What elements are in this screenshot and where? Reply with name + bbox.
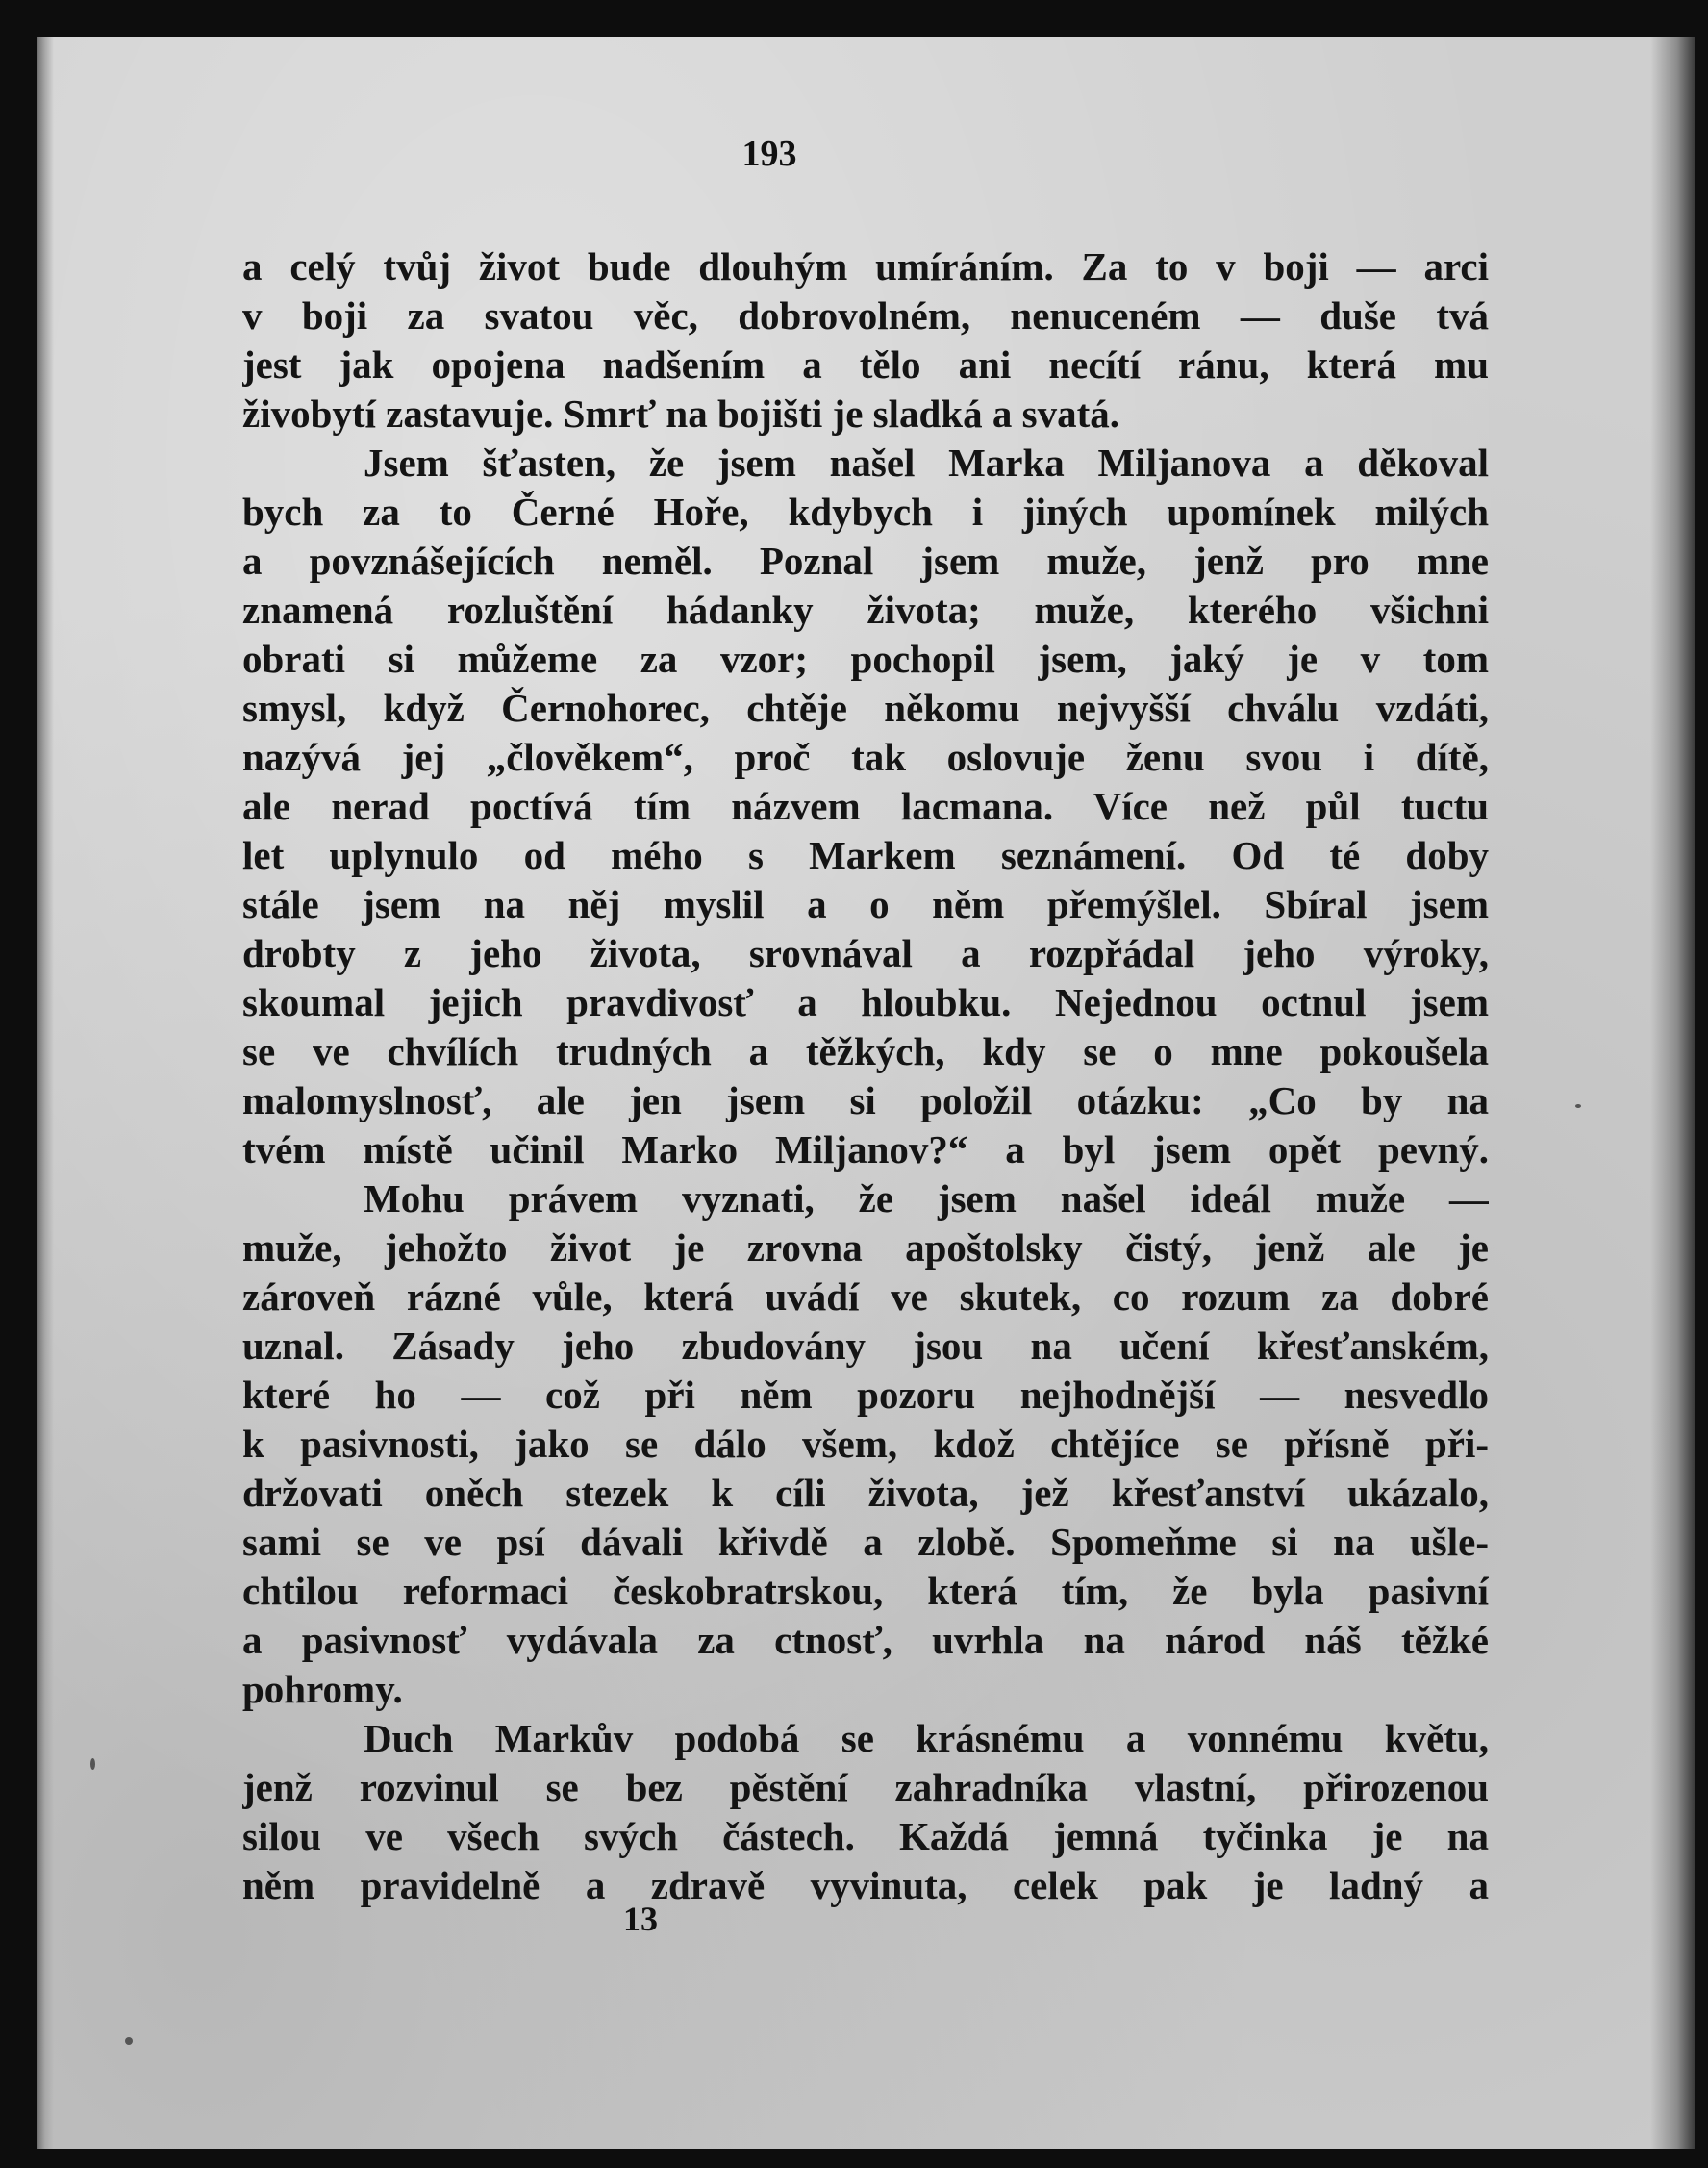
text-line: živobytí zastavuje. Smrť na bojišti je sladká a svatá. <box>242 391 1119 436</box>
text-line: muže, jehožto život je zrovna apoštolsky čistý, jenž ale je <box>242 1225 1489 1270</box>
text-line: zároveň rázné vůle, která uvádí ve skutek, co rozum za dobré <box>242 1274 1489 1319</box>
text-line: drobty z jeho života, srovnával a rozpřádal jeho výroky, <box>242 931 1489 975</box>
text-line: které ho — což při něm pozoru nejhodnější — nesvedlo <box>242 1373 1489 1417</box>
text-line: tvém místě učinil Marko Miljanov?“ a byl jsem opět pevný. <box>242 1127 1489 1172</box>
text-line: jenž rozvinul se bez pěstění zahradníka vlastní, přirozenou <box>242 1765 1489 1809</box>
text-line: let uplynulo od mého s Markem seznámení. Od té doby <box>242 833 1489 877</box>
text-line: držovati oněch stezek k cíli života, jež křesťanství ukázalo, <box>242 1471 1489 1515</box>
book-page <box>37 37 1695 2149</box>
page-left-shadow <box>37 37 54 2149</box>
body-text <box>242 242 1489 1910</box>
text-line: k pasivnosti, jako se dálo všem, kdož chtějíce se přísně při- <box>242 1422 1489 1466</box>
paper-speck <box>125 2037 133 2045</box>
page-right-shadow <box>1650 37 1695 2149</box>
text-line: stále jsem na něj myslil a o něm přemýšlel. Sbíral jsem <box>242 882 1489 926</box>
text-line: pohromy. <box>242 1667 403 1711</box>
text-line: nazývá jej „člověkem“, proč tak oslovuje ženu svou i dítě, <box>242 735 1489 779</box>
text-line: smysl, když Černohorec, chtěje někomu nejvyšší chválu vzdáti, <box>242 686 1489 730</box>
text-line: Duch Markův podobá se krásnému a vonnému květu, <box>364 1716 1489 1760</box>
text-line: znamená rozluštění hádanky života; muže, kterého všichni <box>242 588 1489 632</box>
text-line: ale nerad poctívá tím názvem lacmana. Více než půl tuctu <box>242 784 1489 828</box>
text-line: Jsem šťasten, že jsem našel Marka Miljanova a děkoval <box>364 441 1489 485</box>
text-line: chtilou reformaci českobratrskou, která tím, že byla pasivní <box>242 1569 1489 1613</box>
text-line: malomyslnosť, ale jen jsem si položil otázku: „Co by na <box>242 1078 1489 1122</box>
text-line: a povznášejících neměl. Poznal jsem muže, jenž pro mne <box>242 539 1489 583</box>
text-line: se ve chvílích trudných a těžkých, kdy se o mne pokoušela <box>242 1029 1489 1073</box>
text-line: a pasivnosť vydávala za ctnosť, uvrhla na národ náš těžké <box>242 1618 1489 1662</box>
text-line: jest jak opojena nadšením a tělo ani necítí ránu, která mu <box>242 342 1489 387</box>
text-line: něm pravidelně a zdravě vyvinuta, celek pak je ladný a <box>242 1863 1489 1907</box>
text-line: a celý tvůj život bude dlouhým umíráním. Za to v boji — arci <box>242 244 1489 289</box>
text-line: uznal. Zásady jeho zbudovány jsou na učení křesťanském, <box>242 1323 1489 1368</box>
text-line: v boji za svatou věc, dobrovolném, nenuceném — duše tvá <box>242 293 1489 338</box>
page-number: 193 <box>741 134 797 174</box>
text-line: sami se ve psí dávali křivdě a zlobě. Spomeňme si na ušle- <box>242 1520 1489 1564</box>
paper-speck <box>1575 1104 1581 1108</box>
text-line: silou ve všech svých částech. Každá jemná tyčinka je na <box>242 1814 1489 1858</box>
text-line: obrati si můžeme za vzor; pochopil jsem, jaký je v tom <box>242 637 1489 681</box>
paper-speck <box>90 1758 95 1770</box>
text-line: skoumal jejich pravdivosť a hloubku. Nejednou octnul jsem <box>242 980 1489 1024</box>
signature-mark: 13 <box>623 1900 658 1938</box>
text-line: bych za to Černé Hoře, kdybych i jiných upomínek milých <box>242 490 1489 534</box>
text-line: Mohu právem vyznati, že jsem našel ideál muže — <box>364 1176 1489 1221</box>
